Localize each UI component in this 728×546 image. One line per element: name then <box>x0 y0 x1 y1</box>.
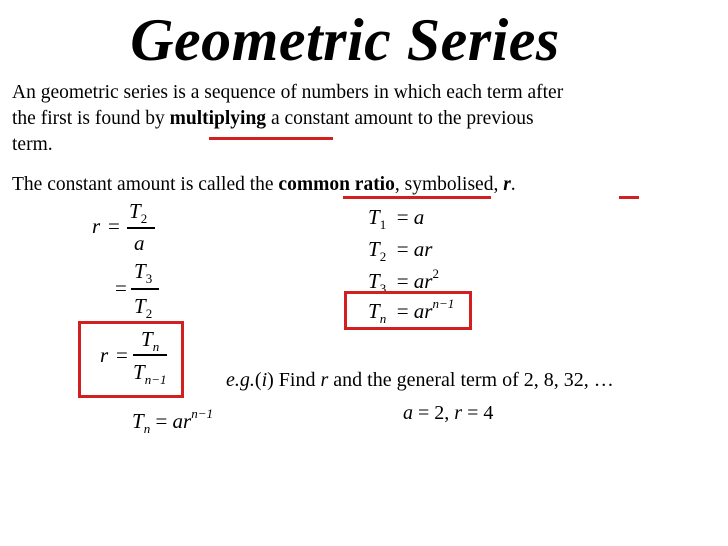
term-t3: $T_3 = ar^2$ <box>368 266 439 296</box>
fraction-bar-3 <box>133 354 167 356</box>
ratio-sentence-a: The constant amount is called the <box>12 174 279 195</box>
left-t3-numerator: $T_3$ <box>134 259 153 286</box>
left-r-1: r <box>92 214 101 238</box>
intro-line-2-c: a constant amount to the previous <box>266 108 534 129</box>
keyword-multiplying: multiplying <box>169 108 267 129</box>
left-t2-numerator: $T_2$ <box>129 199 148 226</box>
common-ratio-underline <box>343 196 491 199</box>
left-tn-numerator: $T_n$ <box>141 327 160 354</box>
left-tn1-denominator: $T_{n-1}$ <box>133 360 167 387</box>
left-t2-denominator: $T_2$ <box>134 294 153 321</box>
fraction-bar-2 <box>131 288 159 290</box>
ratio-formula-box <box>78 321 184 398</box>
ratio-sentence <box>12 172 516 198</box>
ratio-sentence-e: . <box>510 174 516 195</box>
left-a-denominator: a <box>134 231 145 255</box>
intro-line-3: term. <box>12 134 53 155</box>
term-tn: $T_n = ar^{n-1}$ <box>368 296 455 326</box>
example-answer: a = 2, r = 4 <box>403 402 494 424</box>
left-eq-2: = <box>115 276 127 300</box>
page-title: Geometric Series <box>130 7 560 73</box>
keyword-common-ratio: common ratio <box>278 174 395 195</box>
multiplying-underline <box>209 137 333 140</box>
term-t2: $T_2$ = ar <box>368 237 433 264</box>
left-eq-3: = <box>116 343 128 367</box>
example-question: e.g.(i) Find r and the general term of 2, 8, 32, … <box>226 369 614 391</box>
fraction-bar-1 <box>127 227 155 229</box>
intro-line-2 <box>12 106 534 132</box>
ratio-sentence-c: , symbolised, <box>394 174 504 195</box>
intro-line-1: An geometric series is a sequence of numbers in which each term after <box>12 82 564 103</box>
left-general-term: $T_n = ar^{n-1}$ <box>132 406 213 436</box>
intro-line-2-a: the first is found by <box>12 108 170 129</box>
left-eq-1: = <box>108 214 120 238</box>
term-t1: $T_1 = a$ <box>368 205 425 232</box>
symbol-r: r <box>503 174 511 195</box>
r-underline <box>619 196 639 199</box>
left-r-2: r <box>100 343 109 367</box>
